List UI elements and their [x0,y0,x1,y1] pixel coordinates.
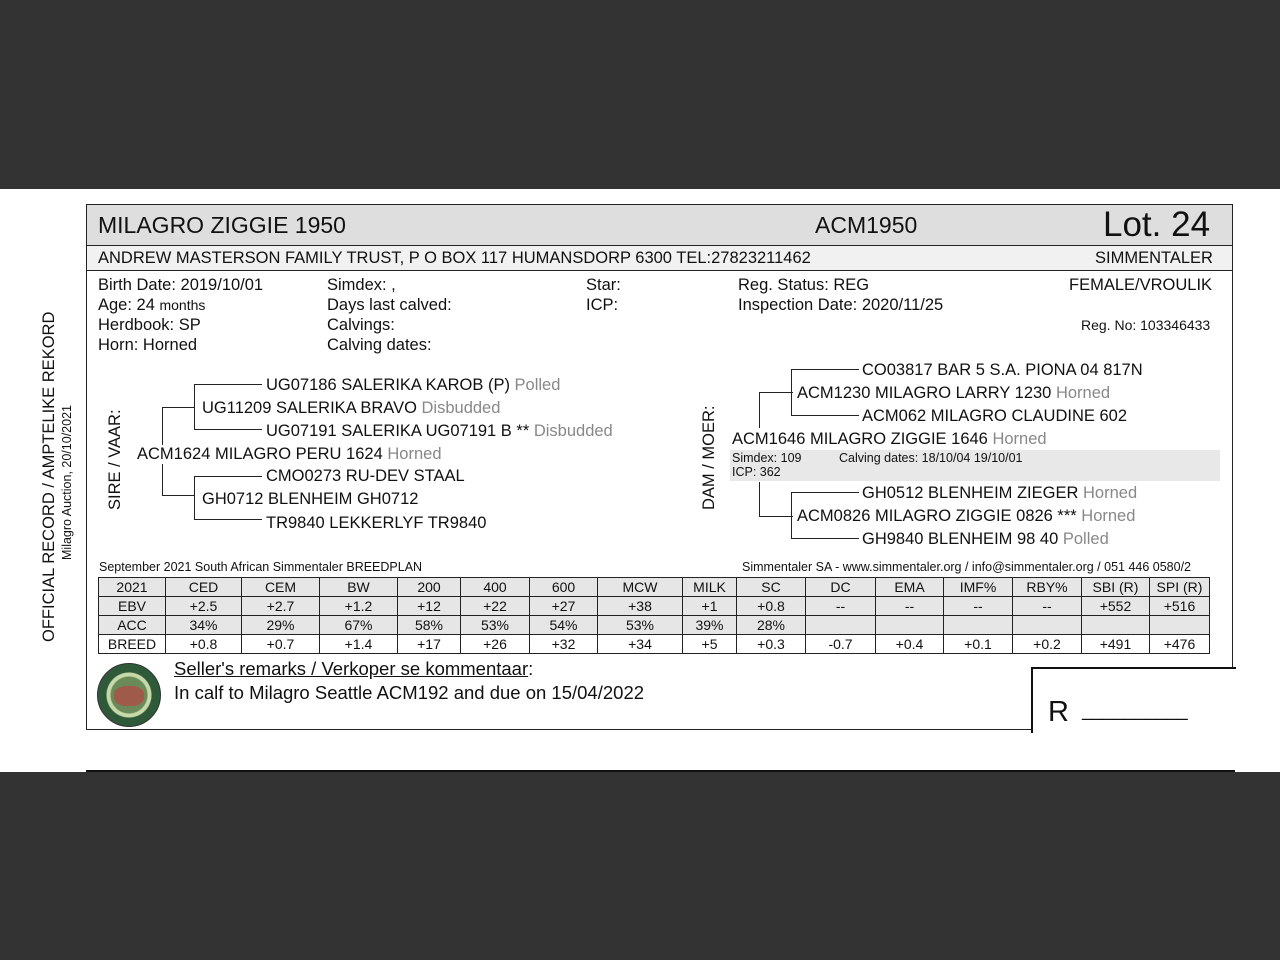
table-cell: +1.4 [320,635,398,654]
table-cell: -- [944,597,1013,616]
table-header-cell: SPI (R) [1150,578,1210,597]
table-cell: BREED [99,635,166,654]
table-cell: +17 [398,635,461,654]
table-cell: +0.8 [166,635,242,654]
sire-bracket-bottom [162,495,195,496]
table-cell: +476 [1150,635,1210,654]
lot-number: Lot. 24 [1103,205,1211,244]
table-header-cell: 200 [398,578,461,597]
table-cell: +26 [461,635,530,654]
reg-number: Reg. No: 103346433 [1081,317,1211,333]
star: Star: [586,276,621,294]
registration-code: ACM1950 [815,212,918,238]
ds-bracket-bottom [791,415,859,416]
seal-emblem [114,686,144,706]
society-seal-icon [97,663,161,727]
table-header-cell: EMA [876,578,944,597]
table-cell [944,616,1013,635]
table-cell: +552 [1082,597,1150,616]
table-cell: 53% [598,616,683,635]
ancestor-name: ACM1646 MILAGRO ZIGGIE 1646 [732,430,988,448]
sire-dam: GH0712 BLENHEIM GH0712 [202,490,419,508]
dam-sire [797,384,1110,403]
dd-bracket-bottom [791,538,859,539]
table-header-cell: DC [806,578,876,597]
table-cell: +0.3 [737,635,806,654]
table-header-cell: BW [320,578,398,597]
calving-dates: Calving dates: [327,336,432,354]
remarks-text: In calf to Milagro Seattle ACM192 and due on 15/04/2022 [174,682,645,703]
table-cell [806,616,876,635]
table-cell: 28% [737,616,806,635]
sire [137,445,442,464]
dd-bracket-top [791,492,859,493]
table-cell [1013,616,1082,635]
dam-label: DAM / MOER: [700,405,718,510]
horn-note: Horned [1081,507,1136,525]
age [98,296,205,315]
price-currency: R [1048,696,1069,728]
table-cell: +1.2 [320,597,398,616]
table-row [99,597,1210,616]
ds-bracket-top [791,369,859,370]
sire-sire [202,399,500,418]
table-cell: 53% [461,616,530,635]
table-cell: +5 [683,635,737,654]
dam-bracket-top [759,392,793,393]
dam-dam [797,507,1135,526]
table-cell: +27 [530,597,598,616]
sire-label: SIRE / VAAR: [106,409,124,510]
icp: ICP: [586,296,619,314]
dam-dam-sire [862,484,1137,503]
price-input[interactable]: __________ [1082,700,1188,721]
table-row [99,616,1210,635]
table-cell: 67% [320,616,398,635]
sex: FEMALE/VROULIK [1069,276,1213,294]
ancestor-name: UG07191 SALERIKA UG07191 B ** [266,422,530,440]
dam-bracket-lower [759,482,760,517]
age-value: Age: 24 [98,296,155,314]
horn-note: Horned [387,445,442,463]
table-cell: +2.7 [242,597,320,616]
ancestor-name: GH9840 BLENHEIM 98 40 [862,530,1059,548]
table-cell: +12 [398,597,461,616]
sd-bracket [194,476,195,520]
table-cell: 34% [166,616,242,635]
ds-bracket [791,369,792,416]
herdbook: Herdbook: SP [98,316,201,334]
table-cell: EBV [99,597,166,616]
table-cell: 58% [398,616,461,635]
remarks-title [174,658,533,680]
simdex: Simdex: , [327,276,396,294]
ebv-table [98,577,1210,654]
horn-note: Disbudded [421,399,501,417]
inspection-date: Inspection Date: 2020/11/25 [738,296,944,314]
dam-dam-dam [862,530,1109,549]
table-cell [1150,616,1210,635]
table-cell [876,616,944,635]
table-cell: +22 [461,597,530,616]
horn-note: Horned [992,430,1047,448]
sire-dam-dam: TR9840 LEKKERLYF TR9840 [266,514,487,532]
dam-bracket-bottom [759,516,793,517]
table-header-cell: RBY% [1013,578,1082,597]
horn-note: Horned [1055,384,1111,402]
dam-bracket-upper [759,392,760,428]
horn-note: Horned [1083,484,1138,502]
table-cell: +32 [530,635,598,654]
table-header-cell: 2021 [99,578,166,597]
animal-name: MILAGRO ZIGGIE 1950 [98,212,346,238]
table-cell: 39% [683,616,737,635]
breed-label: SIMMENTALER [1095,249,1213,267]
horn-status: Horn: Horned [98,336,198,354]
table-cell: -- [1013,597,1082,616]
table-header-row [99,578,1210,597]
calvings: Calvings: [327,316,395,334]
table-header-cell: CED [166,578,242,597]
dam [732,430,1047,449]
age-unit: months [159,297,206,313]
table-header-cell: 600 [530,578,598,597]
table-row [99,635,1210,654]
days-last-calved: Days last calved: [327,296,452,314]
table-header-cell: SC [737,578,806,597]
sire-sire-sire [266,376,560,395]
table-cell: 29% [242,616,320,635]
table-cell: -0.7 [806,635,876,654]
table-header-cell: MCW [598,578,683,597]
dam-icp: ICP: 362 [732,465,781,479]
sire-dam-sire: CMO0273 RU-DEV STAAL [266,467,465,485]
ancestor-name: ACM1230 MILAGRO LARRY 1230 [797,384,1052,402]
table-cell: +0.1 [944,635,1013,654]
breedplan-source: September 2021 South African Simmentaler BREEDPLAN [99,560,423,574]
remarks-colon: : [528,658,534,679]
table-cell: 54% [530,616,598,635]
table-cell: +0.4 [876,635,944,654]
table-header-cell: CEM [242,578,320,597]
table-cell: +0.7 [242,635,320,654]
remarks-title-text: Seller's remarks / Verkoper se kommentaar [174,658,529,679]
dam-sire-dam: ACM062 MILAGRO CLAUDINE 602 [862,407,1128,425]
table-cell: +0.8 [737,597,806,616]
table-header-cell: 400 [461,578,530,597]
society-contact: Simmentaler SA - www.simmentaler.org / info@simmentaler.org / 051 446 0580/2 [742,560,1192,574]
table-cell: ACC [99,616,166,635]
table-cell [1082,616,1150,635]
table-cell: -- [876,597,944,616]
table-cell: +34 [598,635,683,654]
reg-status: Reg. Status: REG [738,276,870,294]
table-cell: +1 [683,597,737,616]
ss-bracket [194,384,195,430]
dd-bracket [791,492,792,539]
table-cell: +0.2 [1013,635,1082,654]
table-header-cell: IMF% [944,578,1013,597]
table-cell: +491 [1082,635,1150,654]
sd-bracket-top [194,476,262,477]
ss-bracket-bottom [194,429,262,430]
auction-label: Milagro Auction, 20/10/2021 [60,405,74,560]
official-record-label: OFFICIAL RECORD / AMPTELIKE REKORD [40,311,58,642]
ancestor-name: ACM0826 MILAGRO ZIGGIE 0826 *** [797,507,1077,525]
table-cell: +38 [598,597,683,616]
sd-bracket-bottom [194,519,262,520]
ancestor-name: UG11209 SALERIKA BRAVO [202,399,417,417]
ss-bracket-top [194,384,262,385]
owner-line: ANDREW MASTERSON FAMILY TRUST, P O BOX 117 HUMANSDORP 6300 TEL:27823211462 [98,249,811,267]
table-header-cell: SBI (R) [1082,578,1150,597]
ancestor-name: ACM1624 MILAGRO PERU 1624 [137,445,383,463]
table-cell: +2.5 [166,597,242,616]
ancestor-name: GH0512 BLENHEIM ZIEGER [862,484,1079,502]
bottom-divider [86,770,1235,772]
dam-calving-dates: Calving dates: 18/10/04 19/10/01 [839,451,1023,465]
horn-note: Disbudded [533,422,613,440]
dam-simdex: Simdex: 109 [732,451,802,465]
birth-date: Birth Date: 2019/10/01 [98,276,264,294]
table-cell: -- [806,597,876,616]
sire-sire-dam [266,422,613,441]
table-header-cell: MILK [683,578,737,597]
dam-sire-sire: CO03817 BAR 5 S.A. PIONA 04 817N [862,361,1143,379]
ancestor-name: UG07186 SALERIKA KAROB (P) [266,376,510,394]
horn-note: Polled [514,376,561,394]
sire-bracket-top [162,407,195,408]
horn-note: Polled [1062,530,1109,548]
table-cell: +516 [1150,597,1210,616]
